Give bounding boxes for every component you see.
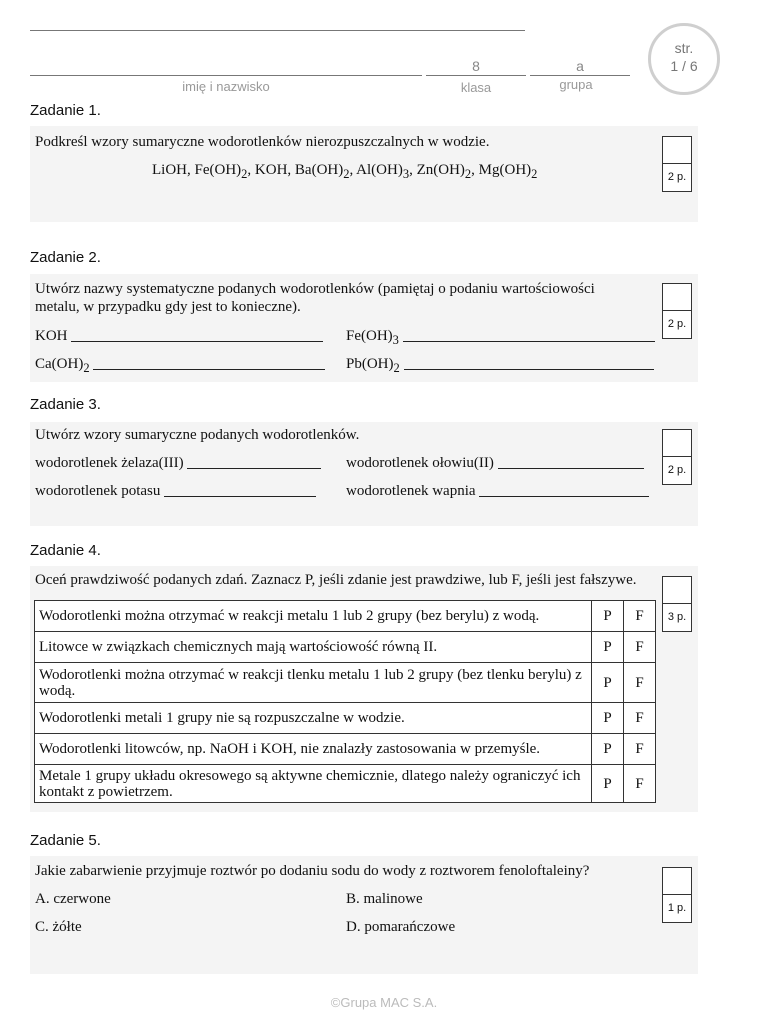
page-number: 1 / 6 — [670, 58, 698, 74]
statement-text: Wodorotlenki litowców, np. NaOH i KOH, nie znalazły zastosowania w przemyśle. — [35, 734, 592, 765]
task2-item-feoh3: $Fe(OH)_3$ — [346, 328, 655, 348]
task2-points-label: 2 p. — [667, 318, 687, 330]
task3-item-calcium: wodorotlenek wapnia — [346, 483, 649, 500]
task4-points-box — [662, 576, 692, 632]
statement-text: Litowce w związkach chemicznych mają wartościowość równą II. — [35, 632, 592, 663]
answer-field-feoh3[interactable] — [403, 328, 655, 342]
group-field[interactable] — [530, 75, 630, 76]
task2-score-field[interactable] — [663, 284, 691, 311]
formula-mgoh2[interactable]: $Mg(OH)_2$ — [478, 162, 538, 181]
task3-instruction: Utwórz wzory sumaryczne podanych wodorotlenków. — [35, 427, 360, 443]
task1-title: Zadanie 1. — [30, 102, 101, 119]
task2-item-koh: KOH — [35, 328, 323, 345]
table-row — [35, 601, 656, 632]
table-row — [35, 632, 656, 663]
false-option[interactable]: F — [624, 601, 656, 632]
task3-score-field[interactable] — [663, 430, 691, 457]
name-field[interactable] — [30, 75, 422, 76]
task1-formula-list: LiOH, $Fe(OH)_2$, KOH, $Ba(OH)_2$, $Al(OH)_3$, $Zn(OH)_2$, $Mg(OH)_2$ — [152, 162, 538, 181]
task3-points-label: 2 p. — [667, 464, 687, 476]
answer-field-lead[interactable] — [498, 455, 644, 469]
task3-points-box — [662, 429, 692, 485]
task4-points-label: 3 p. — [667, 611, 687, 623]
task5-points-box — [662, 867, 692, 923]
formula-baoh2[interactable]: $Ba(OH)_2$ — [294, 162, 350, 181]
page-label: str. — [674, 40, 694, 56]
option-a[interactable]: A. czerwone — [35, 891, 111, 907]
true-false-table — [34, 600, 656, 803]
formula-lioh[interactable]: LiOH — [152, 162, 187, 178]
statement-text: Wodorotlenki metali 1 grupy nie są rozpuszczalne w wodzie. — [35, 703, 592, 734]
task4-score-field[interactable] — [663, 577, 691, 604]
task5-points-label: 1 p. — [667, 902, 687, 914]
task1-points-box — [662, 136, 692, 192]
task5-score-field[interactable] — [663, 868, 691, 895]
task2-points-box — [662, 283, 692, 339]
task4-title: Zadanie 4. — [30, 542, 101, 559]
true-option[interactable]: P — [592, 601, 624, 632]
statement-text: Metale 1 grupy układu okresowego są aktywne chemicznie, dlatego należy ograniczyć ich kontakt z powietrzem. — [35, 765, 592, 803]
task2-instruction-line2: metalu, w przypadku gdy jest to konieczne). — [35, 299, 301, 315]
class-label: klasa — [460, 80, 492, 95]
task2-instruction-line1: Utwórz nazwy systematyczne podanych wodorotlenków (pamiętaj o podaniu wartościowości — [35, 281, 595, 297]
task2-item-pboh2: $Pb(OH)_2$ — [346, 356, 654, 376]
answer-field-caoh2[interactable] — [93, 356, 325, 370]
task3-item-lead: wodorotlenek ołowiu(II) — [346, 455, 644, 472]
task2-item-caoh2: $Ca(OH)_2$ — [35, 356, 325, 376]
answer-field-koh[interactable] — [71, 328, 323, 342]
statement-text: Wodorotlenki można otrzymać w reakcji metalu 1 lub 2 grupy (bez berylu) z wodą. — [35, 601, 592, 632]
copyright-footer: ©Grupa MAC S.A. — [330, 995, 438, 1010]
task3-item-potassium: wodorotlenek potasu — [35, 483, 316, 500]
class-value: 8 — [472, 58, 480, 74]
formula-znoh2[interactable]: $Zn(OH)_2$ — [416, 162, 472, 181]
option-c[interactable]: C. żółte — [35, 919, 82, 935]
task3-title: Zadanie 3. — [30, 396, 101, 413]
option-b[interactable]: B. malinowe — [346, 891, 423, 907]
name-label: imię i nazwisko — [182, 79, 270, 94]
false-option[interactable]: F — [624, 734, 656, 765]
answer-field-potassium[interactable] — [164, 483, 316, 497]
true-option[interactable]: P — [592, 734, 624, 765]
answer-field-pboh2[interactable] — [404, 356, 654, 370]
task4-instruction: Oceń prawdziwość podanych zdań. Zaznacz P, jeśli zdanie jest prawdziwe, lub F, jeśli jest fałszywe. — [35, 572, 637, 588]
task2-title: Zadanie 2. — [30, 249, 101, 266]
false-option[interactable]: F — [624, 703, 656, 734]
task5-question: Jakie zabarwienie przyjmuje roztwór po dodaniu sodu do wody z roztworem fenoloftaleiny? — [35, 863, 590, 879]
extra-line — [30, 30, 525, 31]
task3-item-iron: wodorotlenek żelaza(III) — [35, 455, 321, 472]
group-value: a — [576, 58, 584, 74]
task1-points-label: 2 p. — [667, 171, 687, 183]
formula-aloh3[interactable]: $Al(OH)_3$ — [356, 162, 410, 181]
table-row — [35, 703, 656, 734]
table-row — [35, 765, 656, 803]
false-option[interactable]: F — [624, 765, 656, 803]
answer-field-calcium[interactable] — [479, 483, 649, 497]
class-field[interactable] — [426, 75, 526, 76]
answer-field-iron[interactable] — [187, 455, 321, 469]
task1-score-field[interactable] — [663, 137, 691, 164]
formula-feoh2[interactable]: $Fe(OH)_2$ — [194, 162, 248, 181]
table-row — [35, 734, 656, 765]
task1-instruction: Podkreśl wzory sumaryczne wodorotlenków nierozpuszczalnych w wodzie. — [35, 134, 490, 150]
true-option[interactable]: P — [592, 765, 624, 803]
statement-text: Wodorotlenki można otrzymać w reakcji tlenku metalu 1 lub 2 grupy (bez tlenku berylu) z wodą. — [35, 663, 592, 703]
table-row — [35, 663, 656, 703]
true-option[interactable]: P — [592, 703, 624, 734]
task5-title: Zadanie 5. — [30, 832, 101, 849]
false-option[interactable]: F — [624, 663, 656, 703]
false-option[interactable]: F — [624, 632, 656, 663]
formula-koh[interactable]: KOH — [254, 162, 288, 178]
page-number-badge — [648, 23, 720, 95]
group-label: grupa — [559, 77, 593, 92]
option-d[interactable]: D. pomarańczowe — [346, 919, 456, 935]
true-option[interactable]: P — [592, 632, 624, 663]
true-option[interactable]: P — [592, 663, 624, 703]
